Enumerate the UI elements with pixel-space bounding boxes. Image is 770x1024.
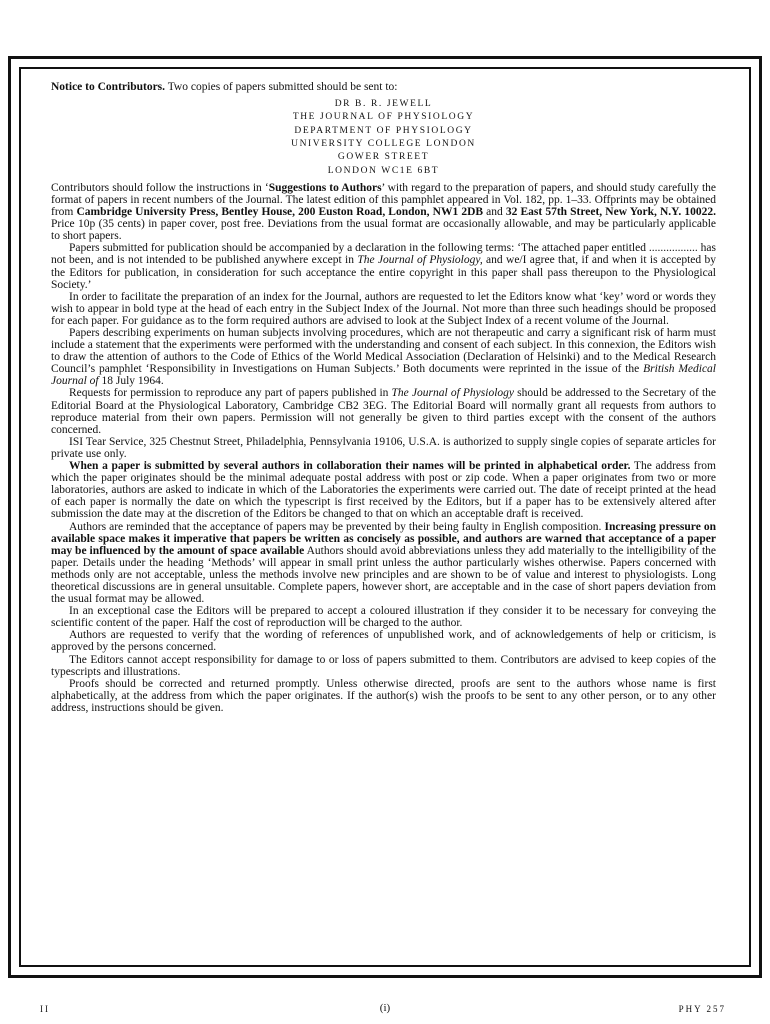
outer-border: [8, 56, 762, 978]
paragraph-references: Authors are requested to verify that the wording of references of unpublished work, and of acknowledgements of help or criticism, is approved by the persons concerned.: [51, 629, 716, 654]
p1-cup-address-newyork: 32 East 57th Street, New York, N.Y. 10022.: [505, 206, 716, 219]
p8-bold-warning: Increasing pressure on available space makes it imperative that papers be written as concisely as possible, and authors are warned that acceptance of a paper may be influenced by the amount of space available: [51, 520, 716, 557]
p7-bold-rule: When a paper is submitted by several authors in collaboration their names will be printed in alphabetical order.: [69, 460, 631, 473]
paragraph-instructions: [51, 182, 716, 242]
p4-text-c: 18 July 1964.: [98, 375, 164, 388]
p5-text-a: Requests for permission to reproduce any part of papers published in: [69, 387, 392, 400]
page-number: (i): [379, 1002, 391, 1014]
paragraph-permissions: [51, 387, 716, 435]
p1-suggestions-title: Suggestions to Authors: [268, 181, 382, 194]
notice-body: [51, 81, 716, 714]
notice-intro: Two copies of papers submitted should be sent to:: [165, 81, 398, 93]
paragraph-declaration: [51, 242, 716, 290]
editor-address: [51, 98, 716, 178]
p2-text-c: and we/I agree that, if and when it is accepted by the Editors for publication, in consideration for such acceptance the entire copyright in this paper shall pass thereupon to the Physiological Society.’: [51, 254, 716, 291]
address-line-college: UNIVERSITY COLLEGE LONDON: [291, 138, 476, 149]
p2-text-a: Papers submitted for publication should be accompanied by a declaration in the following terms: ‘The attached paper entitled ................. has not been, and is not intended to be published anywhere except in: [51, 242, 716, 267]
p1-text-c: ’ with regard to the preparation of papers, and should study carefully the format of papers in recent numbers of the Journal. The latest edition of this pamphlet appeared in Vol. 182, pp. 1–33. Offprints may be obtained from: [51, 181, 716, 219]
p4-bmj-title: British Medical Journal of: [51, 363, 716, 388]
address-line-department: DEPARTMENT OF PHYSIOLOGY: [294, 125, 473, 136]
paragraph-colour-illustration: In an exceptional case the Editors will be prepared to accept a coloured illustration if they consider it to be necessary for conveying the scientific content of the paper. Half the cost of reproduction will be charged to the author.: [51, 605, 716, 630]
notice-heading: Notice to Contributors.: [51, 81, 166, 93]
paragraph-authorship: [51, 460, 716, 520]
paragraph-tear-service: ISI Tear Service, 325 Chestnut Street, Philadelphia, Pennsylvania 19106, U.S.A. is authorized to supply single copies of separate articles for private use only.: [51, 435, 716, 460]
paragraph-composition: [51, 521, 716, 606]
p1-text-e: and: [483, 206, 506, 219]
p5-text-c: should be addressed to the Secretary of the Editorial Board at the Physiological Laboratory, Cambridge CB2 3EG. The Editorial Board will normally grant all requests from authors to reproduce material from their own papers. Permission will not generally be given to third parties except with the consent of the authors concerned.: [51, 387, 716, 436]
address-line-city: LONDON WC1E 6BT: [327, 165, 440, 176]
address-line-name: DR B. R. JEWELL: [334, 99, 433, 110]
notice-heading-line: [51, 81, 716, 93]
p1-cup-address-london: Cambridge University Press, Bentley House, 200 Euston Road, London, NW1 2DB: [76, 206, 484, 219]
footer-right-code: PHY 257: [678, 1004, 726, 1014]
paragraph-index: In order to facilitate the preparation of an index for the Journal, authors are requested to let the Editors know what ‘key’ word or words they wish to appear in bold type at the head of each entry in the Subject Index of the Journal. Not more than three such headings should be proposed for each paper. For guidance as to the form required authors are advised to look at the Subject Index of a recent volume of the Journal.: [51, 290, 716, 327]
p4-text-a: Papers describing experiments on human subjects involving procedures, which are not therapeutic and carry a significant risk of harm must include a statement that the experiments were performed with the understanding and consent of each subject. In this connexion, the Editors wish to draw the attention of authors to the Code of Ethics of the World Medical Association (Declaration of Helsinki) and to the Medical Research Council’s pamphlet ‘Responsibility in Investigations on Human Subjects.’ Both documents were reprinted in the issue of the: [51, 327, 716, 376]
p7-text-b: The address from which the paper originates should be the minimal adequate postal address with post or zip code. When a paper originates from two or more laboratories, authors are asked to indicate in which of the Laboratories the experiments were carried out. The date of receipt printed at the head of each paper is normally the date on which the typescript is first received by the Editors, but if a paper has to be extensively altered after submission the date may at the discretion of the Editors be changed to that on which an acceptable draft is received.: [51, 460, 716, 521]
p8-text-a: Authors are reminded that the acceptance of papers may be prevented by their being faulty in English composition.: [69, 520, 605, 533]
page-footer: [0, 1000, 770, 1018]
paragraph-proofs: Proofs should be corrected and returned promptly. Unless otherwise directed, proofs are sent to the authors whose name is first alphabetically, at the address from which the paper originates. If the author(s) wish the proofs to be sent to any other person, or to any other address, instructions should be given.: [51, 677, 716, 714]
p8-text-c: Authors should avoid abbreviations unless they add materially to the intelligibility of the paper. Details under the heading ‘Methods’ will appear in small print unless the author particularly wishes otherwise. Papers concerned with methods only are not acceptable, unless the methods involve new principles and are shown to be of value and interest to physiologists. Long theoretical discussions are in general unsuitable. Complete papers, however short, are acceptable and in the case of short papers deviation from the usual format may be allowed.: [51, 544, 717, 606]
p2-journal-title: The Journal of Physiology,: [357, 254, 483, 267]
p1-text-g: Price 10p (35 cents) in paper cover, post free. Deviations from the usual format are occasionally allowable, and may be particularly applicable to short papers.: [51, 218, 716, 243]
paragraph-responsibility: The Editors cannot accept responsibility for damage to or loss of papers submitted to them. Contributors are advised to keep copies of the typescripts and illustrations.: [51, 653, 716, 678]
address-line-street: GOWER STREET: [337, 152, 430, 163]
p5-journal-title: The Journal of Physiology: [391, 387, 515, 400]
p1-text-a: Contributors should follow the instructions in ‘: [51, 181, 269, 194]
paragraph-human-subjects: [51, 327, 716, 387]
address-line-journal: THE JOURNAL OF PHYSIOLOGY: [292, 112, 475, 123]
footer-left-mark: II: [40, 1004, 50, 1014]
